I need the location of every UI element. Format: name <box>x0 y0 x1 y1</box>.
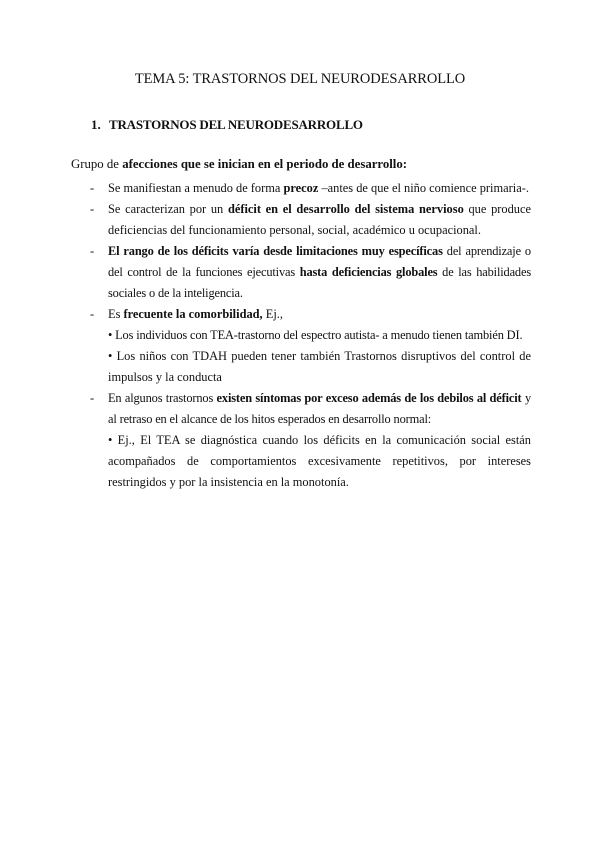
intro-paragraph <box>71 157 531 172</box>
list-item <box>71 241 531 304</box>
item-bold: frecuente la comorbilidad, <box>123 307 263 321</box>
list-item <box>71 178 531 199</box>
document-title: TEMA 5: TRASTORNOS DEL NEURODESARROLLO <box>134 71 466 87</box>
section-title: TRASTORNOS DEL NEURODESARROLLO <box>109 117 363 132</box>
item-text: En algunos trastornos <box>108 391 217 405</box>
sub-item: • Los individuos con TEA-trastorno del espectro autista- a menudo tienen también DI. <box>108 328 523 342</box>
item-bold: déficit en el desarrollo del sistema nervioso <box>227 202 464 216</box>
list-dash: - <box>90 202 95 216</box>
sub-item: • Los niños con TDAH pueden tener también Trastornos disruptivos del control de impulsos y la conducta <box>108 349 531 384</box>
list-dash: - <box>90 307 95 321</box>
list-item <box>71 304 531 388</box>
item-text: que produce deficiencias del funcionamiento personal, social, académico u ocupacional. <box>108 202 531 237</box>
section-number: 1. <box>91 117 101 132</box>
bullet-list <box>71 178 531 493</box>
item-bold: precoz <box>283 181 319 195</box>
intro-prefix: Grupo de <box>71 157 123 171</box>
list-dash: - <box>90 244 95 258</box>
item-bold: El rango de los déficits varía desde limitaciones muy específicas <box>108 244 443 258</box>
section-heading <box>91 117 363 133</box>
item-text: –antes de que el niño comience primaria-. <box>318 181 529 195</box>
item-text: de las habilidades sociales o de la inteligencia. <box>108 265 532 300</box>
item-text: Es <box>108 307 124 321</box>
intro-bold: afecciones que se inician en el periodo de desarrollo: <box>122 157 408 171</box>
item-text: Se caracterizan por un <box>108 202 228 216</box>
item-text: y al retraso en el alcance de los hitos esperados en desarrollo normal: <box>108 391 531 426</box>
item-bold: existen síntomas por exceso además de los debilos al déficit <box>216 391 522 405</box>
list-dash: - <box>90 391 95 405</box>
list-item <box>71 199 531 241</box>
sub-item: • Ej., El TEA se diagnóstica cuando los déficits en la comunicación social están acompañados de comportamientos excesivamente repetitivos, por intereses restringidos y por la insistencia en la monotonía. <box>108 433 531 489</box>
list-dash: - <box>90 181 95 195</box>
list-item <box>71 388 531 493</box>
item-text: Ej., <box>262 307 283 321</box>
item-bold: hasta deficiencias globales <box>299 265 438 279</box>
item-text: del aprendizaje o del control de la funciones ejecutivas <box>108 244 531 279</box>
item-text: Se manifiestan a menudo de forma <box>108 181 284 195</box>
